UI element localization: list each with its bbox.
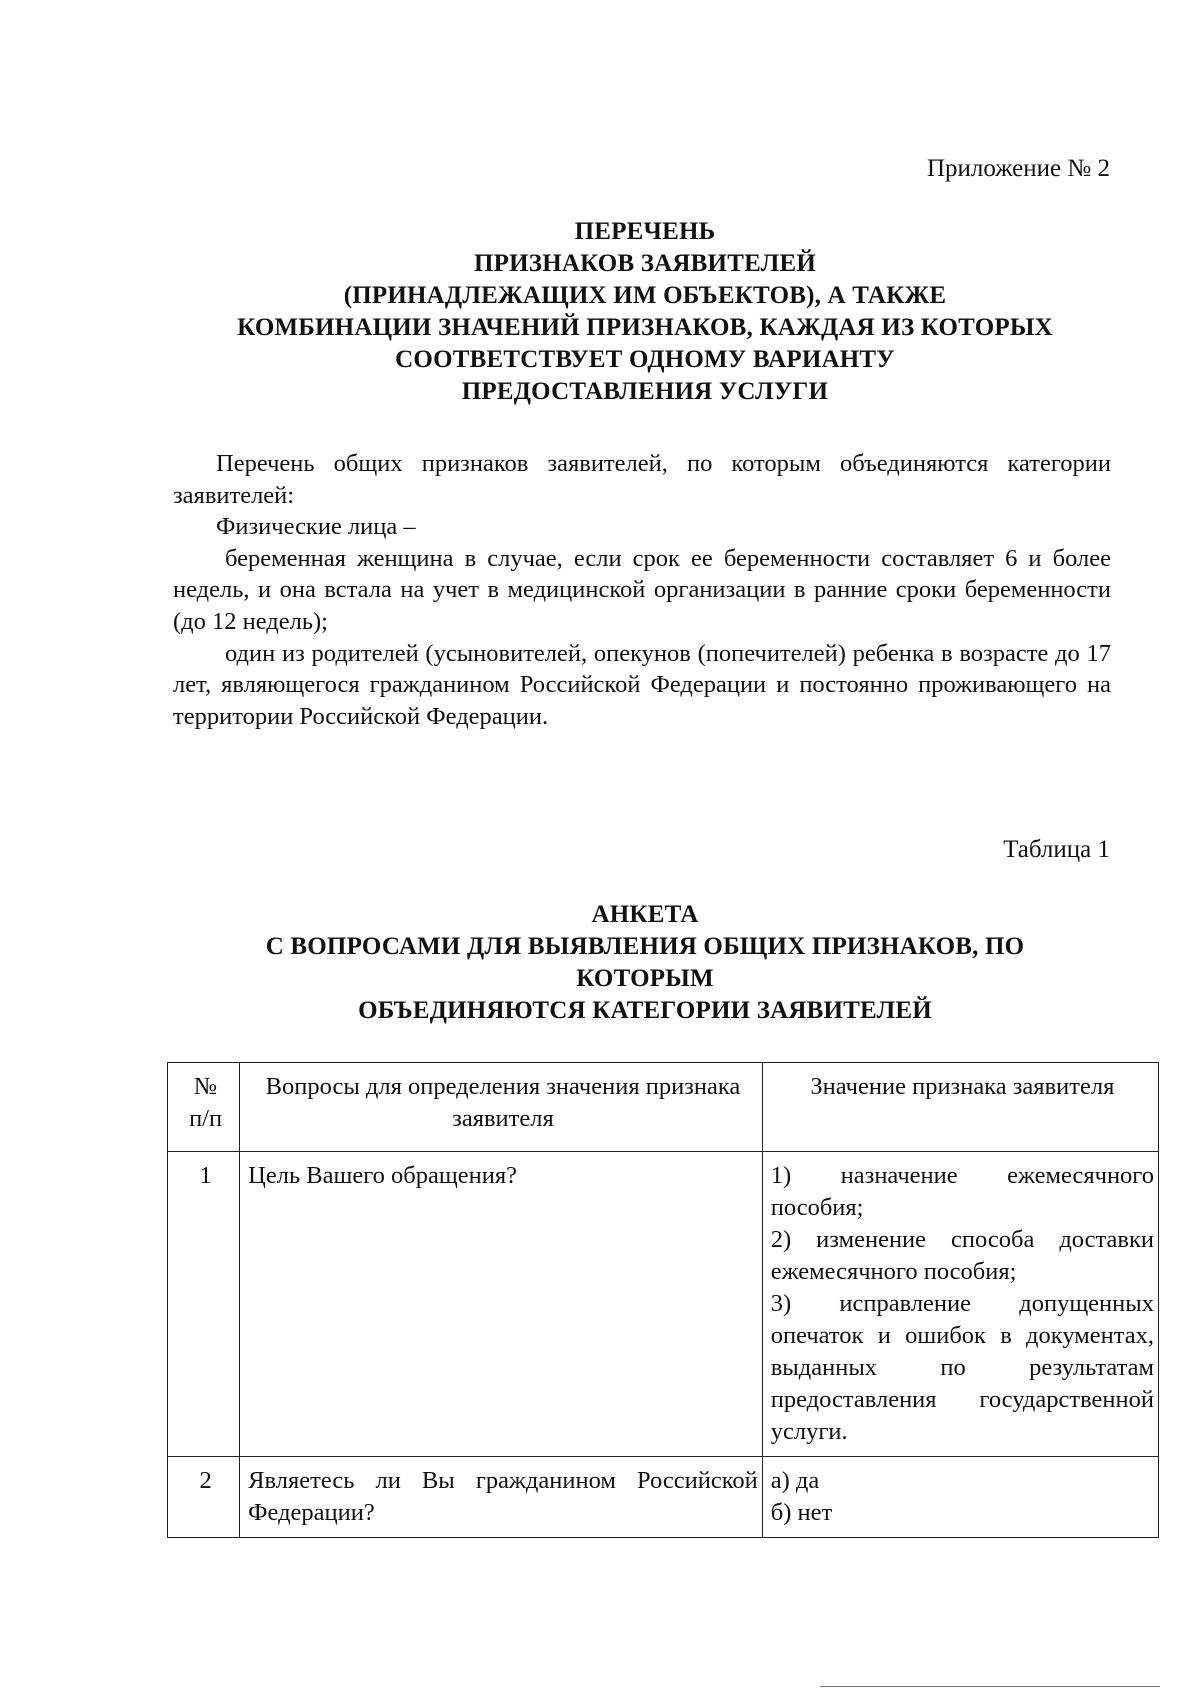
value-option: б) нет [770, 1499, 833, 1526]
intro-paragraph: Физические лица – [216, 513, 416, 541]
row-number: 1 [168, 1152, 240, 1457]
row-values [762, 1152, 1158, 1457]
table-row [168, 1457, 1159, 1538]
table-row [168, 1152, 1159, 1457]
anketa-title-line: АНКЕТА [591, 901, 699, 928]
header-question: Вопросы для определения значения признака заявителя [240, 1063, 763, 1152]
title-line: (ПРИНАДЛЕЖАЩИХ ИМ ОБЪЕКТОВ), А ТАКЖЕ [343, 282, 947, 309]
anketa-title [120, 899, 1170, 1027]
anketa-title-line: КОТОРЫМ [576, 965, 714, 992]
intro-paragraph: один из родителей (усыновителей, опекунов (попечителей) ребенка в возрасте до 17 лет, являющегося гражданином Российской Федерации и постоянно проживающего на территории Российской Федерации. [173, 639, 1111, 730]
intro-paragraph: беременная женщина в случае, если срок ее беременности составляет 6 и более недель, и она встала на учет в медицинской организации в ранние сроки беременности (до 12 недель); [173, 544, 1111, 635]
table-header-row [168, 1063, 1159, 1152]
questionnaire-table [167, 1062, 1159, 1538]
header-number [168, 1063, 240, 1152]
anketa-title-line: С ВОПРОСАМИ ДЛЯ ВЫЯВЛЕНИЯ ОБЩИХ ПРИЗНАКОВ, ПО [265, 933, 1025, 960]
document-title [120, 216, 1170, 408]
value-option: а) да [770, 1467, 820, 1494]
table-label: Таблица 1 [1003, 836, 1110, 863]
title-line: КОМБИНАЦИИ ЗНАЧЕНИЙ ПРИЗНАКОВ, КАЖДАЯ ИЗ КОТОРЫХ [237, 314, 1053, 341]
anketa-title-line: ОБЪЕДИНЯЮТСЯ КАТЕГОРИИ ЗАЯВИТЕЛЕЙ [358, 997, 932, 1024]
title-line: ПРИЗНАКОВ ЗАЯВИТЕЛЕЙ [474, 250, 816, 277]
row-question: Цель Вашего обращения? [240, 1152, 763, 1457]
row-number: 2 [168, 1457, 240, 1538]
footer-divider [820, 1686, 1160, 1687]
value-option: 3) исправление допущенных опечаток и ошибок в документах, выданных по результатам предоставления государственной услуги. [770, 1290, 1154, 1445]
header-value: Значение признака заявителя [762, 1063, 1158, 1152]
title-line: ПЕРЕЧЕНЬ [574, 218, 716, 245]
row-values [762, 1457, 1158, 1538]
intro-section [173, 448, 1111, 732]
value-option: 2) изменение способа доставки ежемесячного пособия; [770, 1226, 1154, 1285]
header-number-line: № [193, 1073, 218, 1100]
title-line: ПРЕДОСТАВЛЕНИЯ УСЛУГИ [461, 378, 829, 405]
row-question: Являетесь ли Вы гражданином Российской Федерации? [240, 1457, 763, 1538]
intro-paragraph: Перечень общих признаков заявителей, по которым объединяются категории заявителей: [173, 450, 1111, 509]
title-line: СООТВЕТСТВУЕТ ОДНОМУ ВАРИАНТУ [395, 346, 895, 373]
value-option: 1) назначение ежемесячного пособия; [770, 1162, 1154, 1221]
header-number-line: п/п [189, 1105, 223, 1132]
appendix-label: Приложение № 2 [926, 155, 1110, 182]
